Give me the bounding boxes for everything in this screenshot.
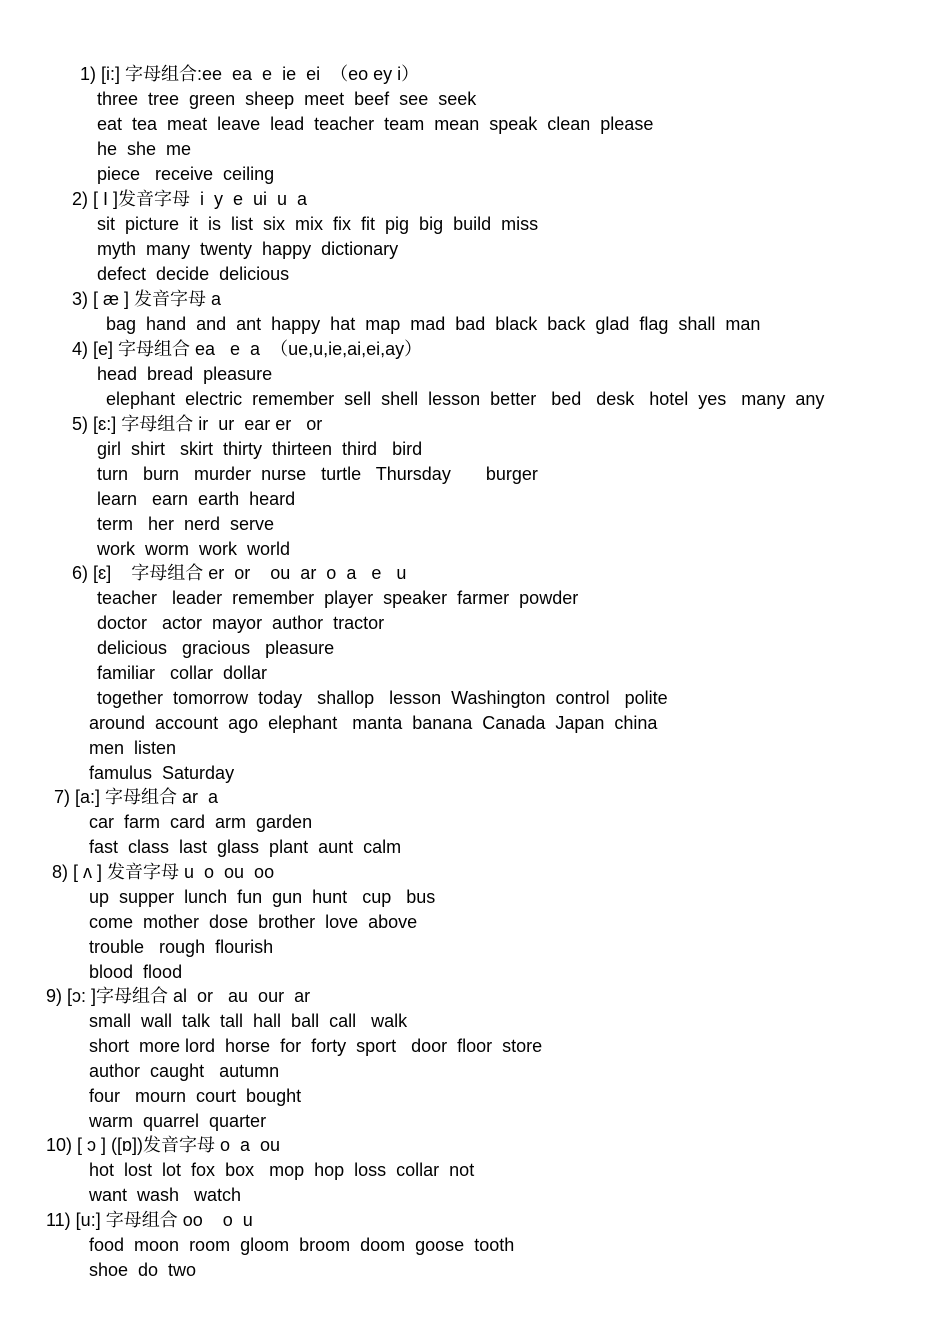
- section-1-heading: 1) [i:] 字母组合:ee ea e ie ei （eo ey i）: [80, 64, 420, 84]
- word-line: car farm card arm garden: [89, 812, 313, 832]
- section-3-heading: 3) [ æ ] 发音字母 a: [72, 289, 222, 309]
- word-line: term her nerd serve: [97, 514, 275, 534]
- word-line: come mother dose brother love above: [89, 912, 418, 932]
- word-line: fast class last glass plant aunt calm: [89, 837, 402, 857]
- word-line: bag hand and ant happy hat map mad bad black back glad flag shall man: [106, 314, 761, 334]
- section-9-heading: 9) [ɔ: ]字母组合 al or au our ar: [46, 986, 311, 1006]
- word-line: trouble rough flourish: [89, 937, 274, 957]
- word-line: hot lost lot fox box mop hop loss collar not: [89, 1160, 475, 1180]
- section-2-heading: 2) [ I ]发音字母 i y e ui u a: [72, 189, 308, 209]
- word-line: he she me: [97, 139, 192, 159]
- word-line: famulus Saturday: [89, 763, 235, 783]
- word-line: author caught autumn: [89, 1061, 280, 1081]
- word-line: girl shirt skirt thirty thirteen third bird: [97, 439, 423, 459]
- word-line: work worm work world: [97, 539, 291, 559]
- word-line: sit picture it is list six mix fix fit pig big build miss: [97, 214, 539, 234]
- word-line: want wash watch: [89, 1185, 242, 1205]
- word-line: three tree green sheep meet beef see seek: [97, 89, 477, 109]
- word-line: short more lord horse for forty sport door floor store: [89, 1036, 543, 1056]
- word-line: small wall talk tall hall ball call walk: [89, 1011, 408, 1031]
- section-5-heading: 5) [ɛ:] 字母组合 ir ur ear er or: [72, 414, 323, 434]
- word-line: head bread pleasure: [97, 364, 273, 384]
- word-line: learn earn earth heard: [97, 489, 296, 509]
- section-4-heading: 4) [e] 字母组合 ea e a （ue,u,ie,ai,ei,ay）: [72, 339, 423, 359]
- section-6-heading: 6) [ɛ] 字母组合 er or ou ar o a e u: [72, 563, 407, 583]
- word-line: shoe do two: [89, 1260, 197, 1280]
- section-11-heading: 11) [u:] 字母组合 oo o u: [46, 1210, 253, 1230]
- word-line: together tomorrow today shallop lesson Washington control polite: [97, 688, 668, 708]
- word-line: myth many twenty happy dictionary: [97, 239, 399, 259]
- word-line: around account ago elephant manta banana Canada Japan china: [89, 713, 658, 733]
- word-line: defect decide delicious: [97, 264, 290, 284]
- word-line: piece receive ceiling: [97, 164, 275, 184]
- word-line: food moon room gloom broom doom goose tooth: [89, 1235, 515, 1255]
- word-line: up supper lunch fun gun hunt cup bus: [89, 887, 436, 907]
- word-line: elephant electric remember sell shell lesson better bed desk hotel yes many any: [106, 389, 825, 409]
- word-line: teacher leader remember player speaker farmer powder: [97, 588, 579, 608]
- word-line: turn burn murder nurse turtle Thursday burger: [97, 464, 538, 484]
- word-line: men listen: [89, 738, 177, 758]
- section-10-heading: 10) [ ɔ ] ([ɒ])发音字母 o a ou: [46, 1135, 281, 1155]
- section-7-heading: 7) [a:] 字母组合 ar a: [54, 787, 219, 807]
- word-line: four mourn court bought: [89, 1086, 302, 1106]
- word-line: eat tea meat leave lead teacher team mean speak clean please: [97, 114, 654, 134]
- word-line: familiar collar dollar: [97, 663, 268, 683]
- word-line: doctor actor mayor author tractor: [97, 613, 385, 633]
- word-line: warm quarrel quarter: [89, 1111, 267, 1131]
- section-8-heading: 8) [ ʌ ] 发音字母 u o ou oo: [52, 862, 275, 882]
- word-line: blood flood: [89, 962, 183, 982]
- word-line: delicious gracious pleasure: [97, 638, 335, 658]
